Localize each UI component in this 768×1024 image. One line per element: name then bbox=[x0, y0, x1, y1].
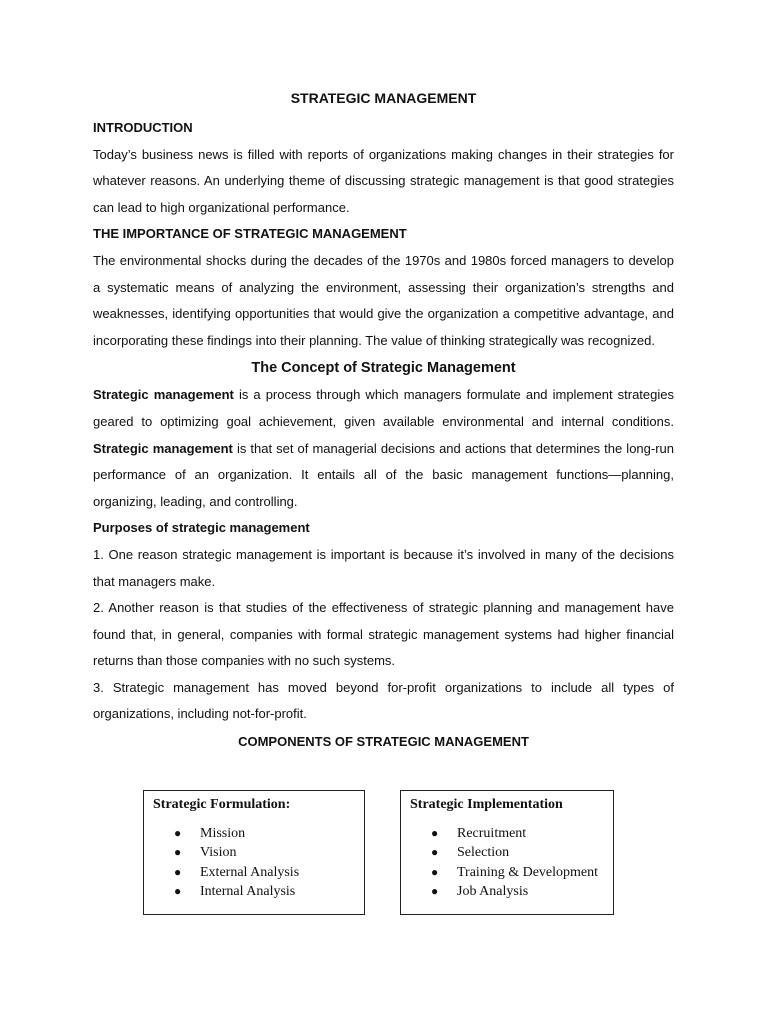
list-item bbox=[174, 824, 299, 843]
bullet-icon: ● bbox=[174, 845, 182, 860]
list-item-label: Mission bbox=[200, 826, 246, 841]
purposes-heading: Purposes of strategic management bbox=[93, 520, 310, 536]
concept-heading: The Concept of Strategic Management bbox=[251, 360, 516, 377]
concept-text-2: is that set of managerial decisions and actions that determines the long-run performance of an organization. It entails all of the basic management functions—planning, organizing, leading, and controlling. bbox=[93, 440, 675, 509]
importance-heading: THE IMPORTANCE OF STRATEGIC MANAGEMENT bbox=[93, 226, 407, 242]
list-item bbox=[174, 882, 299, 901]
formulation-list bbox=[174, 824, 299, 901]
bullet-icon: ● bbox=[174, 826, 182, 840]
bullet-icon: ● bbox=[431, 864, 439, 879]
bullet-icon: ● bbox=[431, 845, 439, 860]
implementation-list bbox=[431, 824, 598, 901]
list-item bbox=[174, 843, 299, 862]
concept-paragraph bbox=[93, 382, 674, 515]
formulation-box bbox=[143, 790, 365, 915]
list-item bbox=[431, 824, 598, 843]
list-item bbox=[431, 863, 598, 882]
formulation-title: Strategic Formulation: bbox=[153, 797, 291, 812]
implementation-title: Strategic Implementation bbox=[410, 797, 563, 812]
list-item bbox=[174, 863, 299, 882]
bullet-icon: ● bbox=[174, 864, 182, 879]
introduction-heading: INTRODUCTION bbox=[93, 120, 193, 135]
bullet-icon: ● bbox=[174, 883, 182, 898]
bullet-icon: ● bbox=[431, 883, 439, 898]
list-item bbox=[431, 843, 598, 862]
list-item-label: Recruitment bbox=[457, 826, 527, 841]
concept-term: Strategic management bbox=[93, 387, 234, 403]
components-heading: COMPONENTS OF STRATEGIC MANAGEMENT bbox=[238, 734, 529, 750]
list-item-label: Training & Development bbox=[457, 864, 599, 880]
introduction-paragraph: Today’s business news is filled with reports of organizations making changes in their strategies for whatever reasons. An underlying theme of discussing strategic management is that good strategies can lead to high organizational performance. bbox=[93, 146, 674, 215]
concept-term-2: Strategic management bbox=[93, 440, 233, 456]
bullet-icon: ● bbox=[431, 826, 439, 840]
purpose-item: 2. Another reason is that studies of the effectiveness of strategic planning and management have found that, in general, companies with formal strategic management systems had higher financial returns than those companies with no such systems. bbox=[93, 600, 674, 669]
list-item bbox=[431, 882, 598, 901]
list-item-label: Internal Analysis bbox=[200, 883, 296, 899]
purpose-item: 3. Strategic management has moved beyond for-profit organizations to include all types of organizations, including not-for-profit. bbox=[93, 679, 674, 722]
list-item-label: Job Analysis bbox=[457, 883, 529, 899]
implementation-box bbox=[400, 790, 614, 915]
importance-paragraph: The environmental shocks during the decades of the 1970s and 1980s forced managers to develop a systematic means of analyzing the environment, assessing their organization’s strengths and weaknesses, identifying opportunities that would give the organization a competitive advantage, and incorporating these findings into their planning. The value of thinking strategically was recognized. bbox=[93, 252, 674, 348]
list-item-label: External Analysis bbox=[200, 864, 300, 880]
document-body bbox=[93, 86, 674, 756]
concept-text-1: is a process through which managers formulate and implement strategies geared to optimizing goal achievement, given available environmental and internal conditions. bbox=[93, 387, 674, 429]
list-item-label: Selection bbox=[457, 845, 510, 861]
document-title: STRATEGIC MANAGEMENT bbox=[290, 90, 477, 106]
list-item-label: Vision bbox=[200, 845, 237, 861]
purpose-item: 1. One reason strategic management is important is because it’s involved in many of the decisions that managers make. bbox=[93, 546, 674, 589]
